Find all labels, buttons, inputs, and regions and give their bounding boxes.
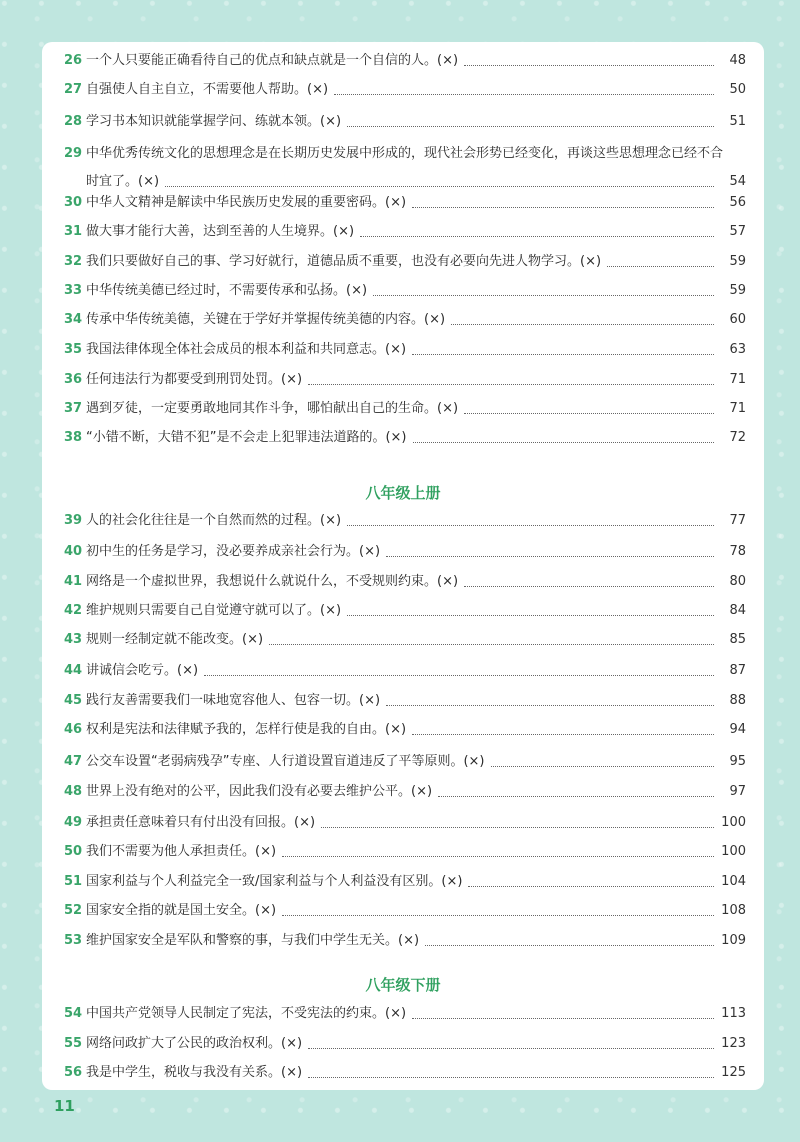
entry-number: 28 [64,114,83,129]
toc-entry[interactable] [64,1030,746,1058]
toc-entry[interactable] [64,1000,746,1028]
entry-text: 中华人文精神是解读中华民族历史发展的重要密码。(×) [86,195,407,210]
entry-number: 44 [64,663,83,678]
entry-text: 讲诚信会吃亏。(×) [86,663,199,678]
entry-number: 54 [64,1006,83,1021]
dot-leader [607,266,714,267]
entry-page: 95 [729,754,746,769]
entry-page: 84 [729,603,746,618]
dot-leader [451,324,714,325]
entry-page: 80 [729,574,746,589]
entry-text: 自强使人自主自立，不需要他人帮助。(×) [86,82,329,97]
entry-text: 践行友善需要我们一味地宽容他人、包容一切。(×) [86,693,381,708]
toc-entry[interactable] [64,1059,746,1087]
entry-number: 37 [64,401,83,416]
entry-number: 39 [64,513,83,528]
entry-text: 我国法律体现全体社会成员的根本利益和共同意志。(×) [86,342,407,357]
dot-leader [204,675,714,676]
entry-page: 71 [729,401,746,416]
toc-entry[interactable] [64,76,746,104]
toc-entry[interactable] [64,395,746,423]
dot-leader [308,1048,714,1049]
entry-page: 104 [721,874,746,889]
dot-leader [464,413,714,414]
entry-text: 国家安全指的就是国土安全。(×) [86,903,277,918]
entry-number: 32 [64,254,83,269]
entry-text: 我们不需要为他人承担责任。(×) [86,844,277,859]
entry-page: 109 [721,933,746,948]
entry-text: 国家利益与个人利益完全一致/国家利益与个人利益没有区别。(×) [86,874,463,889]
toc-entry[interactable] [64,897,746,925]
entry-page: 94 [729,722,746,737]
entry-page: 51 [729,114,746,129]
entry-number: 31 [64,224,83,239]
entry-number: 36 [64,372,83,387]
entry-number: 43 [64,632,83,647]
entry-number: 42 [64,603,83,618]
content-card [42,42,764,1090]
toc-entry[interactable] [64,140,746,196]
dot-leader [412,1018,714,1019]
dot-leader [386,705,714,706]
toc-entry[interactable] [64,47,746,75]
toc-entry[interactable] [64,716,746,744]
toc-entry[interactable] [64,538,746,566]
entry-text: 规则一经制定就不能改变。(×) [86,632,264,647]
entry-text: 维护规则只需要自己自觉遵守就可以了。(×) [86,603,342,618]
toc-entry[interactable] [64,687,746,715]
entry-number: 52 [64,903,83,918]
toc-entry[interactable] [64,248,746,276]
entry-page: 56 [729,195,746,210]
toc-entry[interactable] [64,809,746,837]
dot-leader [334,94,714,95]
entry-number: 38 [64,430,83,445]
entry-text: 网络问政扩大了公民的政治权利。(×) [86,1036,303,1051]
entry-number: 50 [64,844,83,859]
dot-leader [412,207,714,208]
entry-text: 世界上没有绝对的公平，因此我们没有必要去维护公平。(×) [86,784,433,799]
entry-text: 我是中学生，税收与我没有关系。(×) [86,1065,303,1080]
toc-entry[interactable] [64,927,746,955]
entry-number: 46 [64,722,83,737]
dot-leader [464,65,714,66]
entry-text: 承担责任意味着只有付出没有回报。(×) [86,815,316,830]
entry-page: 50 [729,82,746,97]
entry-text: 中国共产党领导人民制定了宪法，不受宪法的约束。(×) [86,1006,407,1021]
dot-leader [413,442,714,443]
entry-text: 初中生的任务是学习，没必要养成亲社会行为。(×) [86,544,381,559]
entry-page: 88 [729,693,746,708]
toc-entry[interactable] [64,748,746,776]
entry-number: 35 [64,342,83,357]
entry-text: 中华优秀传统文化的思想理念是在长期历史发展中形成的，现代社会形势已经变化，再谈这些思想理念已经不合 [86,146,724,161]
toc-entry[interactable] [64,778,746,806]
entry-page: 97 [729,784,746,799]
toc-entry[interactable] [64,108,746,136]
entry-text: 网络是一个虚拟世界，我想说什么就说什么，不受规则约束。(×) [86,574,459,589]
entry-text: 学习书本知识就能掌握学问、练就本领。(×) [86,114,342,129]
dot-leader [347,615,714,616]
entry-number: 53 [64,933,83,948]
toc-entry[interactable] [64,189,746,217]
dot-leader [282,915,714,916]
entry-number: 29 [64,146,83,161]
dot-leader [438,796,714,797]
entry-text: 遇到歹徒，一定要勇敢地同其作斗争，哪怕献出自己的生命。(×) [86,401,459,416]
toc-entry[interactable] [64,838,746,866]
dot-leader [425,945,714,946]
entry-text: 权利是宪法和法律赋予我的，怎样行使是我的自由。(×) [86,722,407,737]
dot-leader [412,734,714,735]
entry-number: 47 [64,754,83,769]
entry-page: 63 [729,342,746,357]
dot-leader [165,186,714,187]
page-number: 11 [54,1097,75,1115]
entry-text: 传承中华传统美德，关键在于学好并掌握传统美德的内容。(×) [86,312,446,327]
entry-number: 26 [64,53,83,68]
entry-text: 做大事才能行大善，达到至善的人生境界。(×) [86,224,355,239]
entry-page: 60 [729,312,746,327]
entry-number: 45 [64,693,83,708]
toc-entry[interactable] [64,306,746,334]
entry-text-continued: 时宜了。(×) [86,174,160,189]
entry-text: 中华传统美德已经过时，不需要传承和弘扬。(×) [86,283,368,298]
entry-number: 27 [64,82,83,97]
entry-page: 85 [729,632,746,647]
dot-leader [269,644,714,645]
entry-page: 100 [721,844,746,859]
entry-text: “小错不断，大错不犯”是不会走上犯罪违法道路的。(×) [86,430,407,445]
entry-page: 123 [721,1036,746,1051]
dot-leader [468,886,714,887]
dot-leader [360,236,714,237]
dot-leader [282,856,714,857]
toc-entry[interactable] [64,597,746,625]
dot-leader [308,384,714,385]
entry-number: 49 [64,815,83,830]
dot-leader [308,1077,714,1078]
entry-page: 59 [729,283,746,298]
entry-number: 51 [64,874,83,889]
entry-page: 100 [721,815,746,830]
toc-entry[interactable] [64,507,746,535]
dot-leader [373,295,714,296]
entry-number: 41 [64,574,83,589]
entry-page: 57 [729,224,746,239]
toc-entry[interactable] [64,568,746,596]
entry-page: 113 [721,1006,746,1021]
section-heading-grade8-second: 八年级下册 [365,976,441,994]
dot-leader [386,556,714,557]
entry-page: 125 [721,1065,746,1080]
toc-entry[interactable] [64,218,746,246]
entry-text: 公交车设置“老弱病残孕”专座、人行道设置盲道违反了平等原则。(×) [86,754,485,769]
entry-text: 维护国家安全是军队和警察的事，与我们中学生无关。(×) [86,933,420,948]
toc-entry[interactable] [64,657,746,685]
dot-leader [491,766,714,767]
entry-page: 54 [729,174,746,189]
dot-leader [321,827,714,828]
entry-text: 我们只要做好自己的事、学习好就行，道德品质不重要，也没有必要向先进人物学习。(×) [86,254,602,269]
dot-leader [412,354,714,355]
entry-text: 一个人只要能正确看待自己的优点和缺点就是一个自信的人。(×) [86,53,459,68]
entry-number: 40 [64,544,83,559]
dot-leader [347,525,714,526]
toc-entry[interactable] [64,277,746,305]
entry-page: 72 [729,430,746,445]
entry-page: 78 [729,544,746,559]
toc-entry[interactable] [64,336,746,364]
toc-entry[interactable] [64,424,746,452]
entry-page: 87 [729,663,746,678]
dot-leader [347,126,714,127]
entry-number: 55 [64,1036,83,1051]
toc-entry[interactable] [64,366,746,394]
entry-number: 34 [64,312,83,327]
entry-page: 48 [729,53,746,68]
entry-text: 任何违法行为都要受到刑罚处罚。(×) [86,372,303,387]
toc-entry[interactable] [64,868,746,896]
entry-text: 人的社会化往往是一个自然而然的过程。(×) [86,513,342,528]
entry-page: 108 [721,903,746,918]
entry-number: 30 [64,195,83,210]
entry-number: 48 [64,784,83,799]
entry-page: 77 [729,513,746,528]
entry-page: 71 [729,372,746,387]
entry-number: 56 [64,1065,83,1080]
entry-number: 33 [64,283,83,298]
entry-page: 59 [729,254,746,269]
section-heading-grade8-first: 八年级上册 [365,484,441,502]
dot-leader [464,586,714,587]
toc-entry[interactable] [64,626,746,654]
